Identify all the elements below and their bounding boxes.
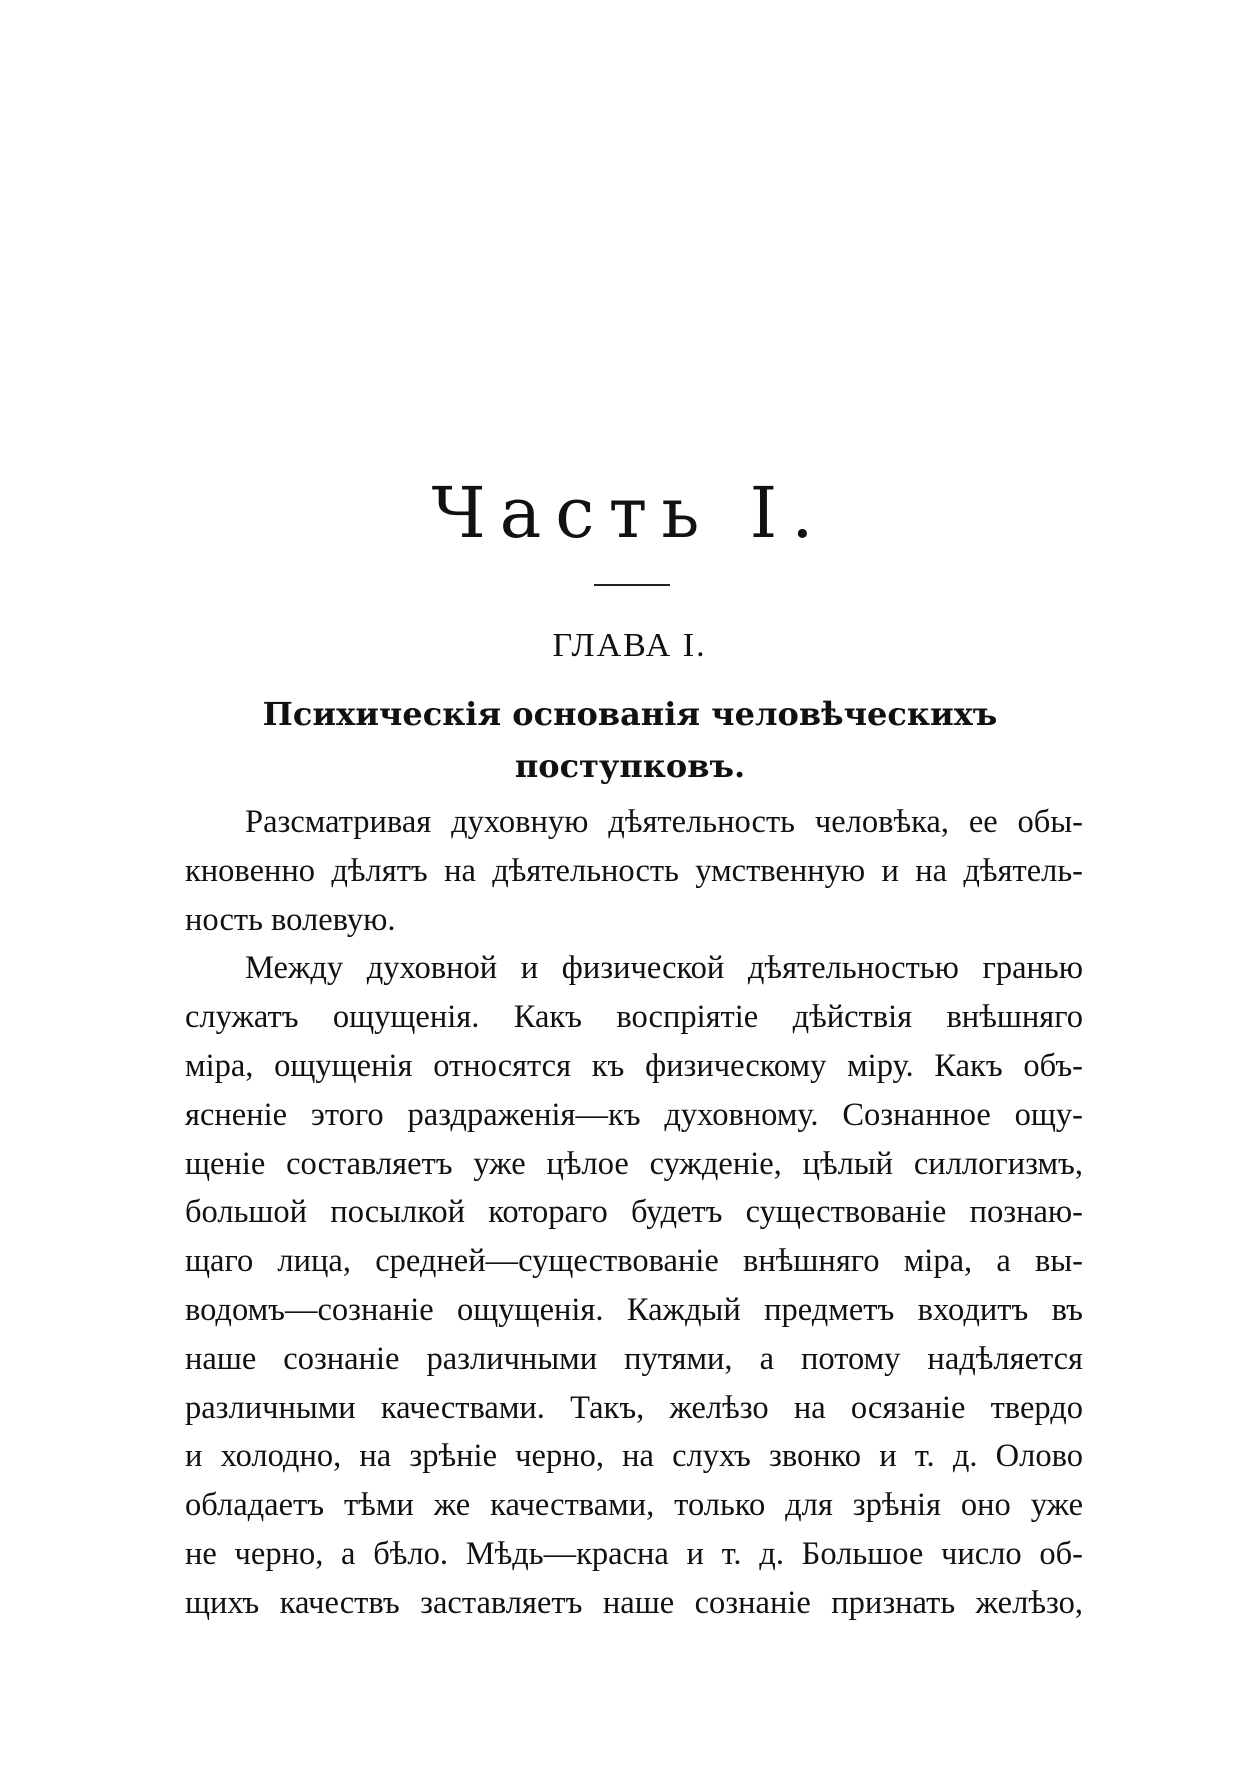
text-line: различными качествами. Такъ, желѣзо на осязаніе твердо <box>185 1389 1083 1426</box>
text-line: водомъ—сознаніе ощущенія. Каждый предметъ входитъ въ <box>185 1291 1083 1328</box>
text-line: кновенно дѣлятъ на дѣятельность умственную и на дѣятель- <box>185 852 1083 889</box>
text-line: щеніе составляетъ уже цѣлое сужденіе, цѣлый силлогизмъ, <box>185 1145 1083 1182</box>
text-line: міра, ощущенія относятся къ физическому міру. Какъ объ- <box>185 1047 1083 1084</box>
text-line: щихъ качествъ заставляетъ наше сознаніе признать желѣзо, <box>185 1584 1083 1621</box>
text-line: ность волевую. <box>185 901 396 938</box>
chapter-label: ГЛАВА I. <box>552 627 707 664</box>
text-line: не черно, а бѣло. Мѣдь—красна и т. д. Большое число об- <box>185 1535 1083 1572</box>
text-line: Между духовной и физической дѣятельностью гранью <box>245 950 1083 987</box>
text-line: и холодно, на зрѣніе черно, на слухъ звонко и т. д. Олово <box>185 1438 1083 1475</box>
body-text <box>185 798 1083 1628</box>
chapter-title-line: поступковъ. <box>514 747 746 785</box>
text-line: наше сознаніе различными путями, а потому надѣляется <box>185 1340 1083 1377</box>
chapter-title <box>220 688 1040 792</box>
text-line: ясненіе этого раздраженія—къ духовному. Сознанное ощу- <box>185 1096 1083 1133</box>
chapter-title-line: Психическія основанія человѣческихъ <box>262 695 998 733</box>
part-title: Часть I. <box>431 472 828 554</box>
text-line: обладаетъ тѣми же качествами, только для зрѣнія оно уже <box>185 1487 1083 1524</box>
text-line: большой посылкой котораго будетъ существованіе познаю- <box>185 1194 1083 1231</box>
text-line: служатъ ощущенія. Какъ воспріятіе дѣйствія внѣшняго <box>185 999 1083 1036</box>
title-divider <box>594 584 670 586</box>
text-line: щаго лица, средней—существованіе внѣшняго міра, а вы- <box>185 1243 1083 1280</box>
text-line: Разсматривая духовную дѣятельность человѣка, ее обы- <box>245 804 1083 840</box>
